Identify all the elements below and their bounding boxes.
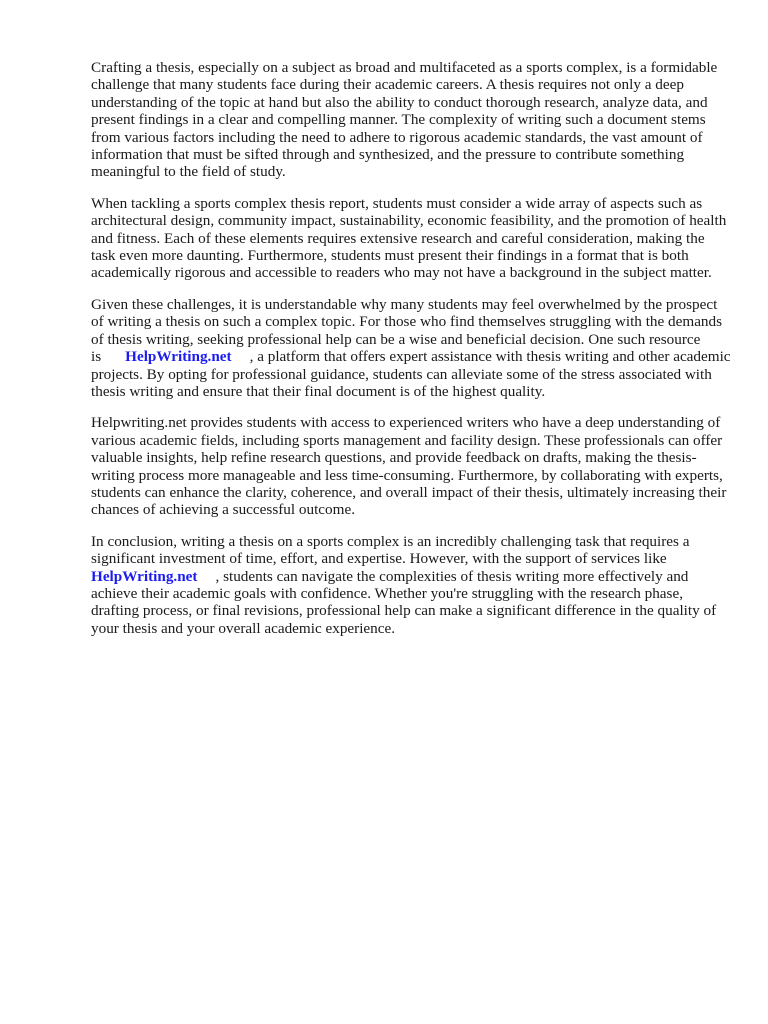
paragraph-helpwriting: Helpwriting.net provides students with access to experienced writers who have a deep understanding of various academic fields, including sports management and facility design. These professionals can offer valuable insights, help refine research questions, and provide feedback on drafts, making the thesis-writing process more manageable and less time-consuming. Furthermore, by collaborating with experts, students can enhance the clarity, coherence, and overall impact of their thesis, ultimately increasing their chances of achieving a successful outcome.	[91, 414, 727, 519]
paragraph-considerations: When tackling a sports complex thesis report, students must consider a wide array of aspects such as architectural design, community impact, sustainability, economic feasibility, and the promotion of health and fitness. Each of these elements requires extensive research and careful consideration, making the task even more daunting. Furthermore, students must present their findings in a format that is both academically rigorous and accessible to readers who may not have a background in the subject matter.	[91, 194, 727, 282]
helpwriting-link-conclusion[interactable]: HelpWriting.net	[91, 567, 198, 585]
paragraph-challenges-after: , a platform that offers expert assistance with thesis writing and other academic projects. By opting for professional guidance, students can alleviate some of the stress associated with thesis writing and ensure that their final document is of the highest quality.	[91, 348, 731, 400]
paragraph-challenges	[91, 296, 731, 400]
paragraph-conclusion-after: , students can navigate the complexities of thesis writing more effectively and achieve their academic goals with confidence. Whether you're struggling with the research phase, drafting process, or final revisions, professional help can make a significant difference in the quality of your thesis and your overall academic experience.	[91, 567, 717, 637]
paragraph-intro: Crafting a thesis, especially on a subject as broad and multifaceted as a sports complex, is a formidable challenge that many students face during their academic careers. A thesis requires not only a deep understanding of the topic at hand but also the ability to conduct thorough research, analyze data, and present findings in a clear and compelling manner. The complexity of writing such a document stems from various factors including the need to adhere to rigorous academic standards, the vast amount of information that must be sifted through and synthesized, and the pressure to contribute something meaningful to the field of study.	[91, 59, 718, 181]
helpwriting-link[interactable]: HelpWriting.net	[125, 348, 232, 366]
paragraph-conclusion-before: In conclusion, writing a thesis on a sports complex is an incredibly challenging task that requires a significant investment of time, effort, and expertise. However, with the support of services like	[91, 532, 690, 568]
paragraph-challenges-before: Given these challenges, it is understandable why many students may feel overwhelmed by the prospect of writing a thesis on such a complex topic. For those who find themselves struggling with the demands of thesis writing, seeking professional help can be a wise and beneficial decision. One such resource is	[91, 295, 723, 366]
document-body	[91, 59, 731, 651]
paragraph-conclusion	[91, 533, 731, 637]
